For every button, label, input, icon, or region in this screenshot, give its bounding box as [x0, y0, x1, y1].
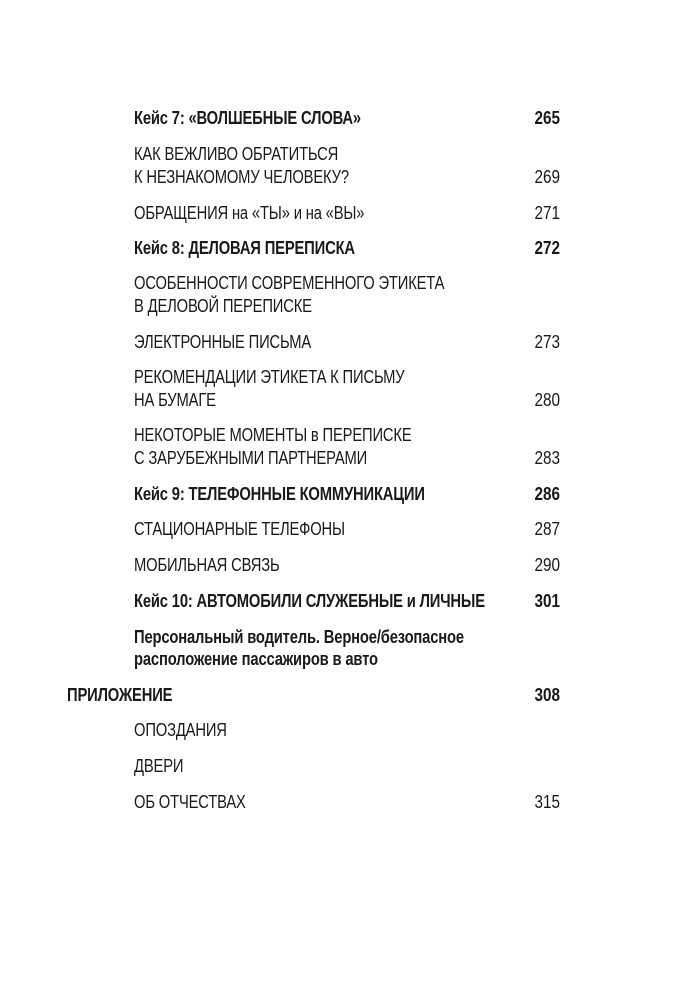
toc-entry-title-line-2: расположение пассажиров в авто [134, 649, 378, 669]
toc-entry-title: ДВЕРИ [134, 756, 184, 776]
toc-entry-title: ЭЛЕКТРОННЫЕ ПИСЬМА [134, 332, 312, 352]
toc-entry-title: Кейс 9: ТЕЛЕФОННЫЕ КОММУНИКАЦИИ [134, 484, 425, 504]
toc-entry-page: 283 [534, 448, 560, 468]
toc-entry-title-line-2: НА БУМАГЕ [134, 390, 216, 410]
toc-entry-page: 287 [534, 519, 560, 539]
toc-entry-title: ОПОЗДАНИЯ [134, 720, 227, 740]
toc-entry-title: ОБРАЩЕНИЯ на «ТЫ» и на «ВЫ» [134, 203, 365, 223]
toc-entry-title: МОБИЛЬНАЯ СВЯЗЬ [134, 555, 280, 575]
toc-entry-title-line-2: С ЗАРУБЕЖНЫМИ ПАРТНЕРАМИ [134, 448, 368, 468]
toc-entry-title: Кейс 8: ДЕЛОВАЯ ПЕРЕПИСКА [134, 238, 355, 258]
toc-entry-page: 286 [534, 484, 560, 504]
toc-entry-page: 271 [534, 203, 560, 223]
toc-entry-title: Кейс 10: АВТОМОБИЛИ СЛУЖЕБНЫЕ и ЛИЧНЫЕ [134, 591, 485, 611]
toc-entry-title-line-2: В ДЕЛОВОЙ ПЕРЕПИСКЕ [134, 296, 312, 316]
toc-entry-page: 269 [534, 167, 560, 187]
toc-entry-title: Кейс 7: «ВОЛШЕБНЫЕ СЛОВА» [134, 108, 361, 128]
toc-entry-title-line-1: ОСОБЕННОСТИ СОВРЕМЕННОГО ЭТИКЕТА [134, 273, 445, 293]
toc-entry-page: 315 [534, 792, 560, 812]
toc-entry-title-line-1: НЕКОТОРЫЕ МОМЕНТЫ в ПЕРЕПИСКЕ [134, 425, 412, 445]
toc-entry-page: 308 [534, 685, 560, 705]
toc-entry-title: ПРИЛОЖЕНИЕ [67, 685, 173, 705]
toc-entry-title-line-2: К НЕЗНАКОМОМУ ЧЕЛОВЕКУ? [134, 167, 349, 187]
toc-entry-page: 301 [534, 591, 560, 611]
toc-entry-title: СТАЦИОНАРНЫЕ ТЕЛЕФОНЫ [134, 519, 345, 539]
toc-entry-page: 280 [534, 390, 560, 410]
toc-entry-title-line-1: Персональный водитель. Верное/безопасное [134, 627, 464, 647]
toc-entry-page: 273 [534, 332, 560, 352]
toc-entry-title: ОБ ОТЧЕСТВАХ [134, 792, 246, 812]
toc-entry-title-line-1: КАК ВЕЖЛИВО ОБРАТИТЬСЯ [134, 144, 339, 164]
toc-entry-title-line-1: РЕКОМЕНДАЦИИ ЭТИКЕТА К ПИСЬМУ [134, 367, 405, 387]
toc-entry-page: 272 [534, 238, 560, 258]
toc-entry-page: 290 [534, 555, 560, 575]
toc-entry-page: 265 [534, 108, 560, 128]
